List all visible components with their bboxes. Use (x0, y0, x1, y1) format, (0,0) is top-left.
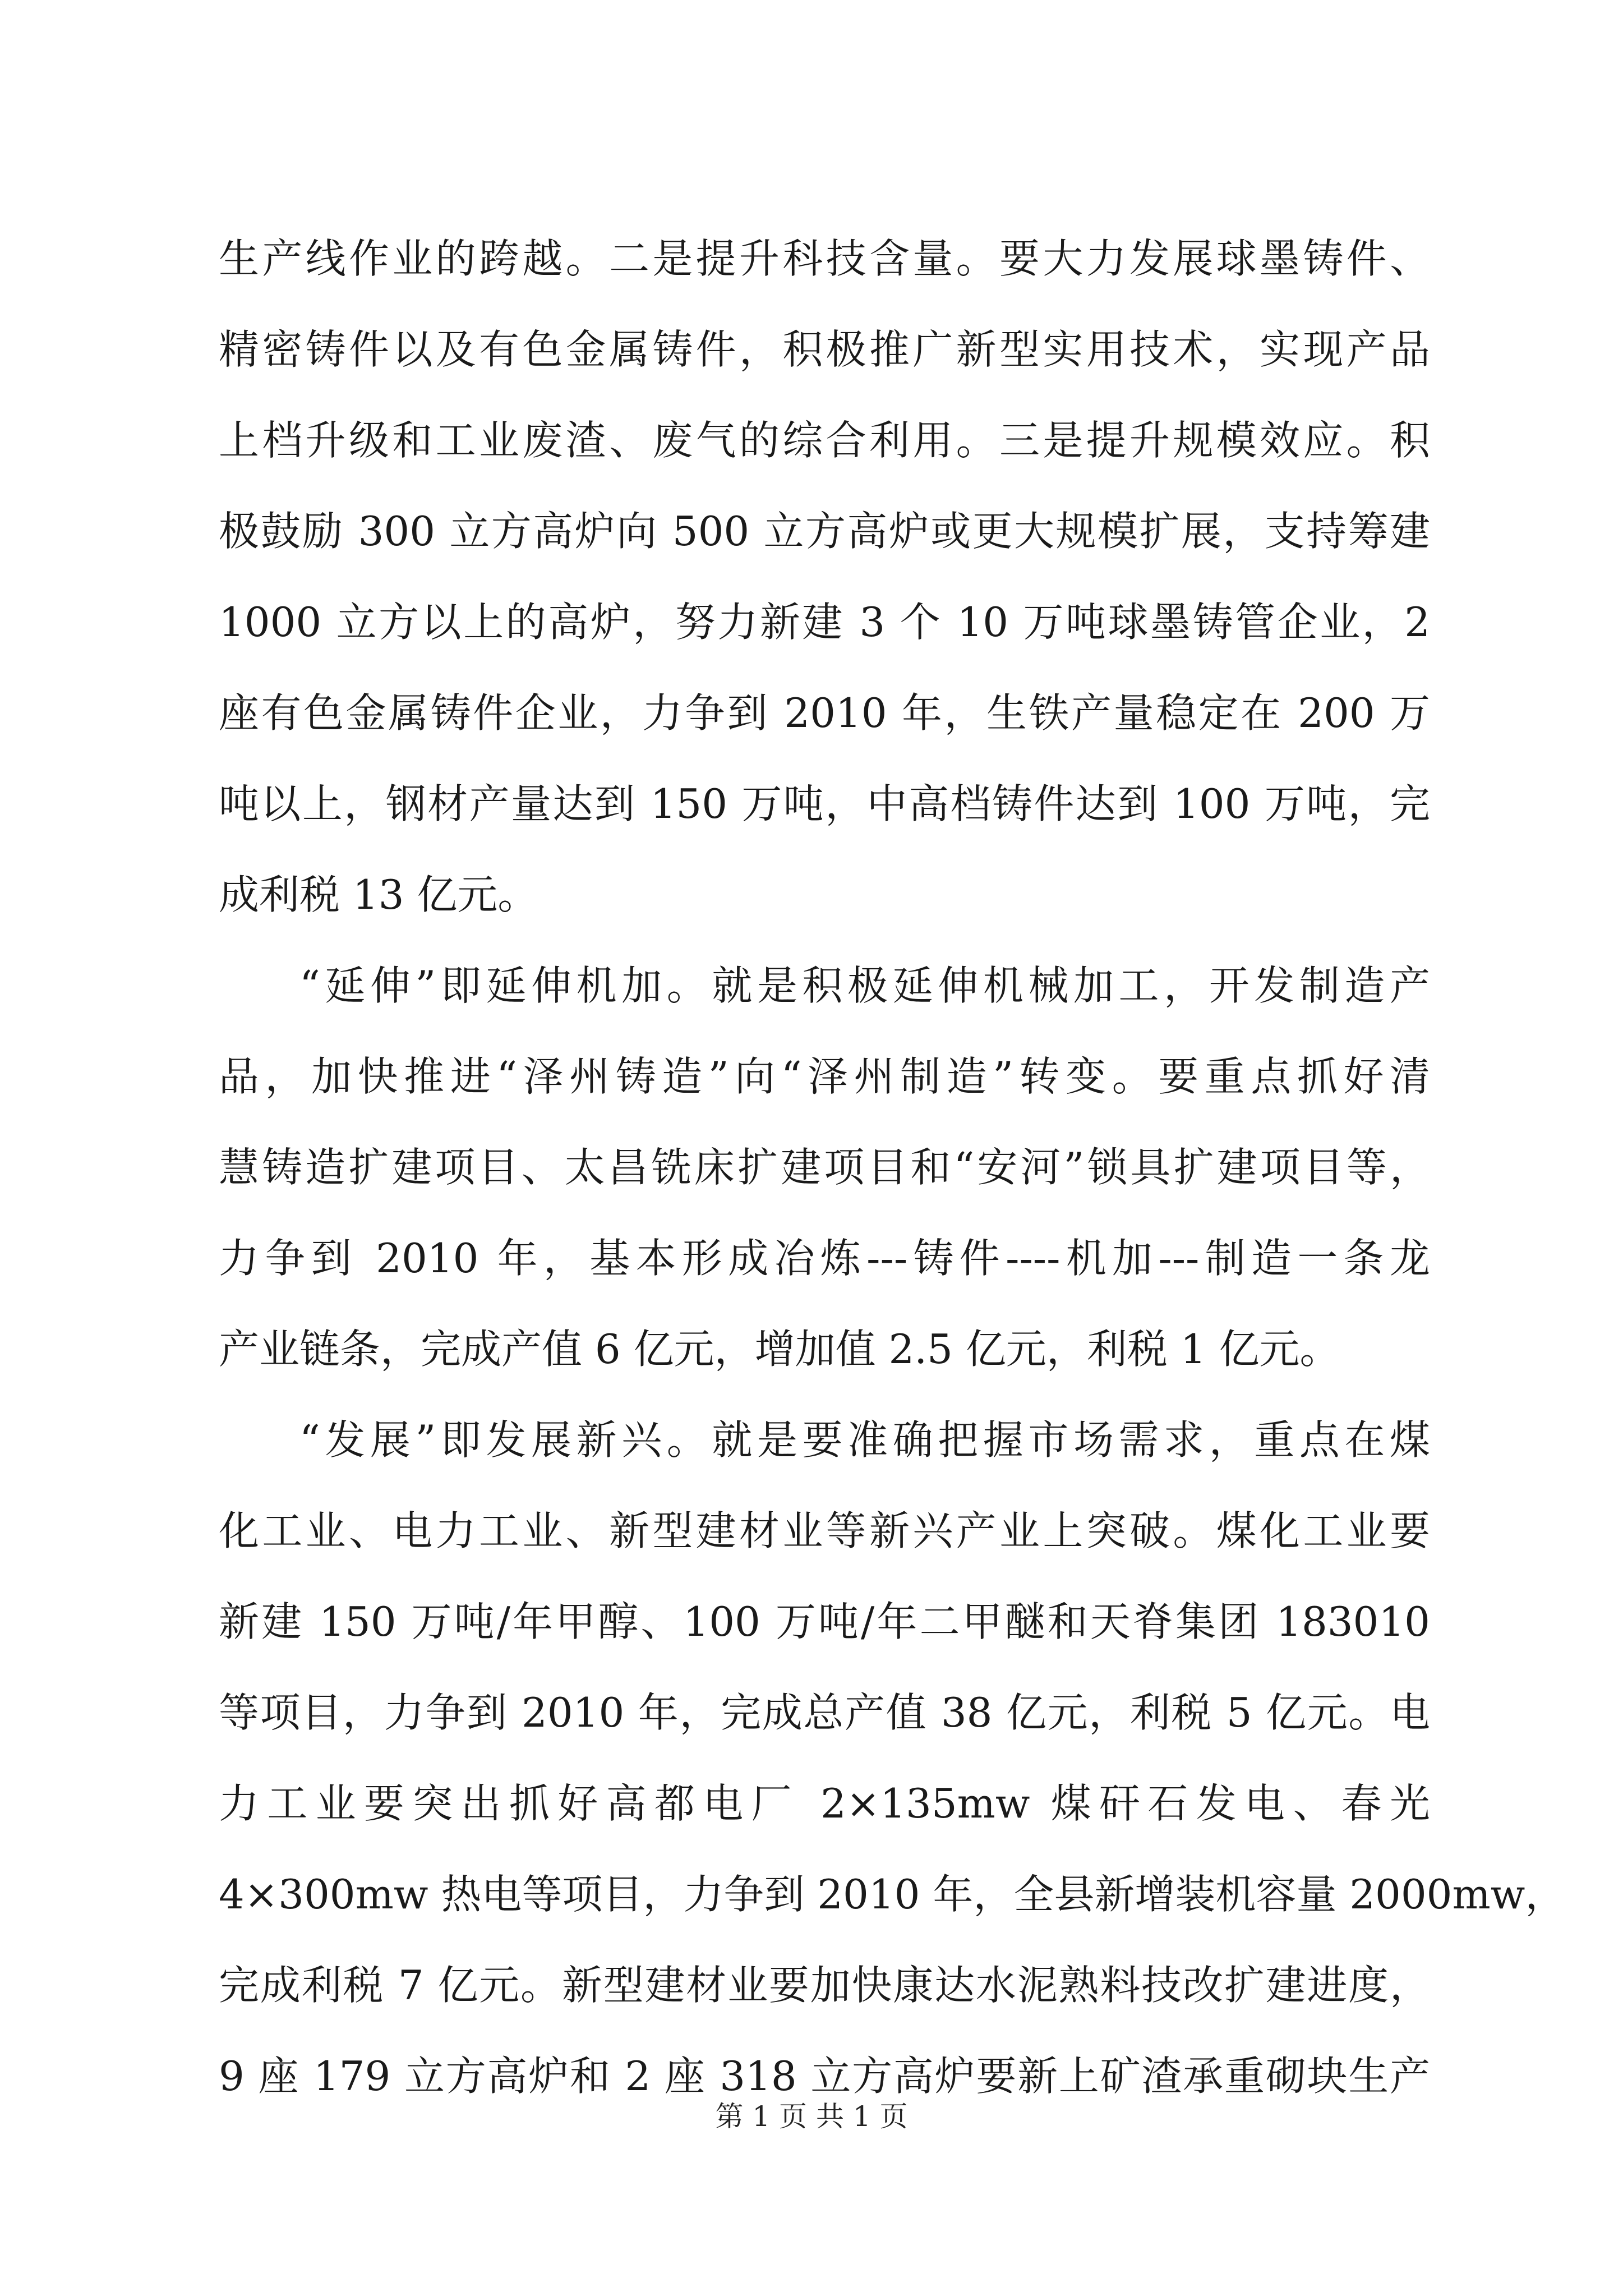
text-line: 品，加快推进“泽州铸造”向“泽州制造”转变。要重点抓好清 (219, 1053, 1430, 1100)
text-line: 生产线作业的跨越。二是提升科技含量。要大力发展球墨铸件、 (219, 235, 1430, 282)
page-footer: 第 1 页 共 1 页 (715, 2100, 908, 2133)
text-line: 吨以上，钢材产量达到 150 万吨，中高档铸件达到 100 万吨，完 (219, 780, 1430, 827)
text-line: 新建 150 万吨/年甲醇、100 万吨/年二甲醚和天脊集团 183010 (219, 1598, 1430, 1645)
text-line: 极鼓励 300 立方高炉向 500 立方高炉或更大规模扩展，支持筹建 (219, 508, 1430, 555)
text-line: 座有色金属铸件企业，力争到 2010 年，生铁产量稳定在 200 万 (219, 689, 1430, 737)
text-line: 力争到 2010 年，基本形成冶炼---铸件----机加---制造一条龙 (219, 1235, 1430, 1282)
document-body (219, 213, 1566, 2122)
text-line: 完成利税 7 亿元。新型建材业要加快康达水泥熟料技改扩建进度， (219, 1962, 1430, 2009)
text-line: 9 座 179 立方高炉和 2 座 318 立方高炉要新上矿渣承重砌块生产 (219, 2053, 1430, 2100)
text-line: 1000 立方以上的高炉，努力新建 3 个 10 万吨球墨铸管企业，2 (219, 599, 1430, 646)
text-line: 化工业、电力工业、新型建材业等新兴产业上突破。煤化工业要 (219, 1507, 1430, 1554)
text-line: 等项目，力争到 2010 年，完成总产值 38 亿元，利税 5 亿元。电 (219, 1689, 1430, 1736)
text-line: 慧铸造扩建项目、太昌铣床扩建项目和“安河”锁具扩建项目等， (219, 1144, 1430, 1191)
text-line: 成利税 13 亿元。 (219, 871, 538, 918)
text-line: “发展”即发展新兴。就是要准确把握市场需求，重点在煤 (299, 1416, 1430, 1464)
text-line: 力工业要突出抓好高都电厂 2×135mw 煤矸石发电、春光 (219, 1780, 1430, 1827)
text-line: 产业链条，完成产值 6 亿元，增加值 2.5 亿元，利税 1 亿元。 (219, 1326, 1340, 1373)
text-line: 4×300mw 热电等项目，力争到 2010 年，全县新增装机容量 2000mw， (219, 1871, 1566, 1918)
text-line: 精密铸件以及有色金属铸件，积极推广新型实用技术，实现产品 (219, 326, 1430, 373)
text-line: 上档升级和工业废渣、废气的综合利用。三是提升规模效应。积 (219, 417, 1430, 464)
text-line: “延伸”即延伸机加。就是积极延伸机械加工，开发制造产 (299, 962, 1430, 1009)
